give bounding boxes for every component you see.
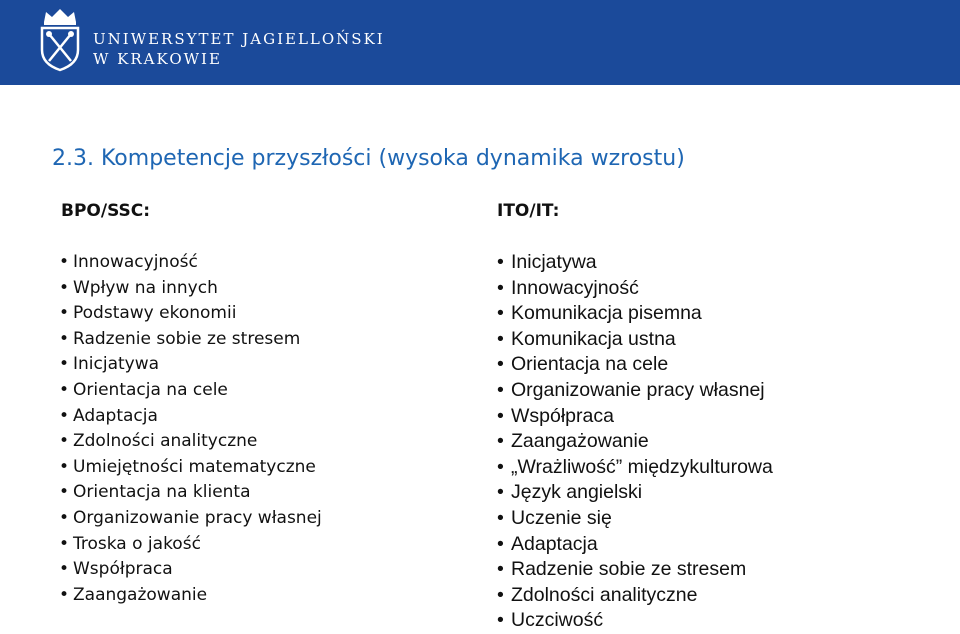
list-item: • Orientacja na klienta (59, 480, 322, 506)
list-item: • Język angielski (497, 480, 773, 506)
list-item: • Uczciwość (497, 608, 773, 634)
list-item: • Orientacja na cele (497, 352, 773, 378)
list-item: • Współpraca (497, 404, 773, 430)
university-name (93, 29, 385, 69)
university-header (0, 0, 960, 85)
list-item: • Zaangażowanie (59, 583, 322, 609)
list-item: • Organizowanie pracy własnej (497, 378, 773, 404)
list-item: • Radzenie sobie ze stresem (59, 327, 322, 353)
list-item: • Orientacja na cele (59, 378, 322, 404)
slide-title: 2.3. Kompetencje przyszłości (wysoka dynamika wzrostu) (52, 146, 685, 171)
list-item: • „Wrażliwość” międzykulturowa (497, 455, 773, 481)
list-item: • Współpraca (59, 557, 322, 583)
crown-crossed-scepters-shield-icon (38, 6, 82, 72)
list-item: • Adaptacja (59, 404, 322, 430)
list-item: • Zdolności analityczne (59, 429, 322, 455)
list-item: • Troska o jakość (59, 532, 322, 558)
bpo-ssc-heading: BPO/SSC: (61, 201, 151, 221)
brand-line-2: W KRAKOWIE (93, 50, 222, 68)
list-item: • Wpływ na innych (59, 276, 322, 302)
bpo-ssc-list (59, 250, 322, 608)
list-item: • Organizowanie pracy własnej (59, 506, 322, 532)
list-item: • Umiejętności matematyczne (59, 455, 322, 481)
brand-line-1: UNIWERSYTET JAGIELLOŃSKI (93, 30, 385, 48)
list-item: • Radzenie sobie ze stresem (497, 557, 773, 583)
list-item: • Inicjatywa (497, 250, 773, 276)
list-item: • Innowacyjność (59, 250, 322, 276)
list-item: • Innowacyjność (497, 276, 773, 302)
list-item: • Zdolności analityczne (497, 583, 773, 609)
list-item: • Inicjatywa (59, 352, 322, 378)
list-item: • Adaptacja (497, 532, 773, 558)
ito-it-list (497, 250, 773, 634)
ito-it-heading: ITO/IT: (497, 201, 560, 221)
list-item: • Zaangażowanie (497, 429, 773, 455)
list-item: • Komunikacja ustna (497, 327, 773, 353)
list-item: • Uczenie się (497, 506, 773, 532)
list-item: • Podstawy ekonomii (59, 301, 322, 327)
list-item: • Komunikacja pisemna (497, 301, 773, 327)
